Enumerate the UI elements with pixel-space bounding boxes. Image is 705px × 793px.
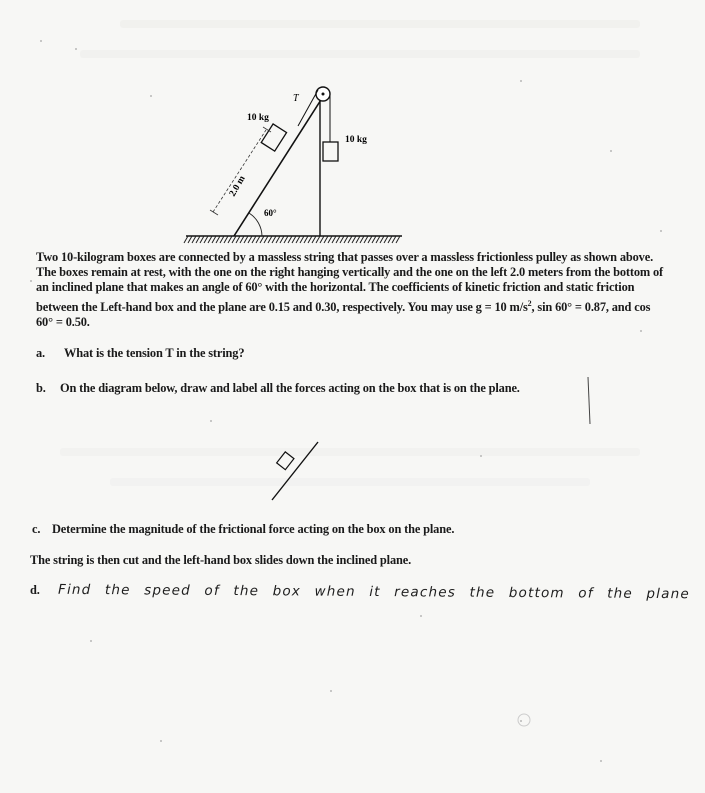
- speck: [160, 740, 162, 742]
- ground-hatch-mark: [268, 236, 272, 243]
- ground-hatch-mark: [256, 236, 260, 243]
- question-d-handwritten-text: Find the speed of the box when it reaches the bottom of the plane: [57, 581, 690, 603]
- ground-hatch-mark: [324, 236, 328, 243]
- ground-hatch-mark: [252, 236, 256, 243]
- ground-hatch-mark: [224, 236, 228, 243]
- pulley-axle: [322, 93, 325, 96]
- ground-hatch-mark: [292, 236, 296, 243]
- question-c-text: Determine the magnitude of the frictional force acting on the box on the plane.: [52, 522, 455, 536]
- scan-artifact: [60, 448, 640, 456]
- ground-hatch-mark: [260, 236, 264, 243]
- ground-hatch-mark: [196, 236, 200, 243]
- ground-hatch-mark: [332, 236, 336, 243]
- ground-hatch-mark: [200, 236, 204, 243]
- ground-hatch-mark: [264, 236, 268, 243]
- ground-hatch-mark: [220, 236, 224, 243]
- question-a-letter: a.: [36, 346, 45, 360]
- question-b: [36, 381, 520, 396]
- ground-hatch-mark: [208, 236, 212, 243]
- incline-pulley-diagram: [0, 0, 705, 250]
- right-mass-label: 10 kg: [345, 135, 367, 145]
- right-box: [323, 142, 338, 161]
- ground-hatch-mark: [344, 236, 348, 243]
- speck: [210, 420, 212, 422]
- ground-hatch-mark: [336, 236, 340, 243]
- ground-hatch-mark: [368, 236, 372, 243]
- ground-hatch-mark: [228, 236, 232, 243]
- ground-hatch-mark: [248, 236, 252, 243]
- ground-hatch-mark: [364, 236, 368, 243]
- ground-hatch-mark: [184, 236, 188, 243]
- tension-label: T: [293, 93, 299, 104]
- ground-surface: [184, 236, 402, 243]
- problem-intro-tail: , sin 60° = 0.87, and cos 60° = 0.50.: [36, 299, 651, 329]
- scan-artifact: [110, 478, 590, 486]
- ground-hatch-mark: [376, 236, 380, 243]
- ground-hatch-mark: [308, 236, 312, 243]
- ground-hatch-mark: [216, 236, 220, 243]
- speck: [600, 760, 602, 762]
- question-b-letter: b.: [36, 381, 46, 395]
- angle-arc: [249, 213, 262, 236]
- pencil-mark: [578, 372, 608, 432]
- speck: [330, 690, 332, 692]
- ground-hatch-mark: [284, 236, 288, 243]
- ground-hatch-mark: [204, 236, 208, 243]
- scan-circle-artifact: [514, 710, 534, 730]
- speck: [90, 640, 92, 642]
- ground-hatch-mark: [396, 236, 400, 243]
- question-b-text: On the diagram below, draw and label all the forces acting on the box that is on the plane.: [60, 381, 520, 395]
- angle-label: 60°: [264, 208, 277, 218]
- ground-hatch-mark: [328, 236, 332, 243]
- ground-hatch-mark: [236, 236, 240, 243]
- ground-hatch-mark: [272, 236, 276, 243]
- ground-hatch-mark: [188, 236, 192, 243]
- problem-statement: [36, 250, 666, 330]
- ground-hatch-mark: [356, 236, 360, 243]
- ground-hatch-mark: [288, 236, 292, 243]
- ground-hatch-mark: [304, 236, 308, 243]
- ground-hatch-mark: [392, 236, 396, 243]
- ground-hatch-mark: [340, 236, 344, 243]
- ground-hatch-mark: [348, 236, 352, 243]
- ground-hatch-mark: [352, 236, 356, 243]
- speck: [480, 455, 482, 457]
- distance-label: 2.0 m: [227, 174, 248, 199]
- answer-incline-line: [272, 442, 318, 500]
- ground-hatch-mark: [320, 236, 324, 243]
- answer-incline-diagram: [266, 438, 346, 508]
- ground-hatch-mark: [380, 236, 384, 243]
- ground-hatch-mark: [296, 236, 300, 243]
- ground-hatch-mark: [192, 236, 196, 243]
- answer-box: [277, 452, 294, 470]
- ground-hatch-mark: [240, 236, 244, 243]
- question-c: [32, 522, 454, 537]
- speck: [640, 330, 642, 332]
- ground-hatch-mark: [212, 236, 216, 243]
- ground-hatch-mark: [300, 236, 304, 243]
- ground-hatch-mark: [316, 236, 320, 243]
- left-mass-label: 10 kg: [247, 113, 269, 123]
- ground-hatch-mark: [276, 236, 280, 243]
- ground-hatch-mark: [232, 236, 236, 243]
- question-a: [36, 346, 244, 361]
- question-c-letter: c.: [32, 522, 41, 536]
- speck: [30, 280, 32, 282]
- question-d-letter: d.: [30, 583, 40, 597]
- ground-hatch-mark: [244, 236, 248, 243]
- ground-hatch-mark: [372, 236, 376, 243]
- ground-hatch-mark: [384, 236, 388, 243]
- ground-hatch-mark: [280, 236, 284, 243]
- ground-hatch-mark: [360, 236, 364, 243]
- problem-intro: Two 10-kilogram boxes are connected by a massless string that passes over a massless frictionless pulley as shown above. The boxes remain at rest, with the one on the right hanging vertically and the one on the left 2.0 meters from the bottom of an inclined plane that makes an angle of 60° with the horizontal. The coefficients of kinetic friction and static friction between the Left-hand box and the plane are 0.15 and 0.30, respectively. You may use g = 10 m/s: [36, 250, 664, 314]
- question-a-text: What is the tension T in the string?: [64, 346, 245, 360]
- exponent: 2: [527, 298, 532, 308]
- cut-statement: The string is then cut and the left-hand box slides down the inclined plane.: [30, 553, 412, 567]
- ground-hatch-mark: [388, 236, 392, 243]
- ground-hatch-mark: [312, 236, 316, 243]
- speck: [420, 615, 422, 617]
